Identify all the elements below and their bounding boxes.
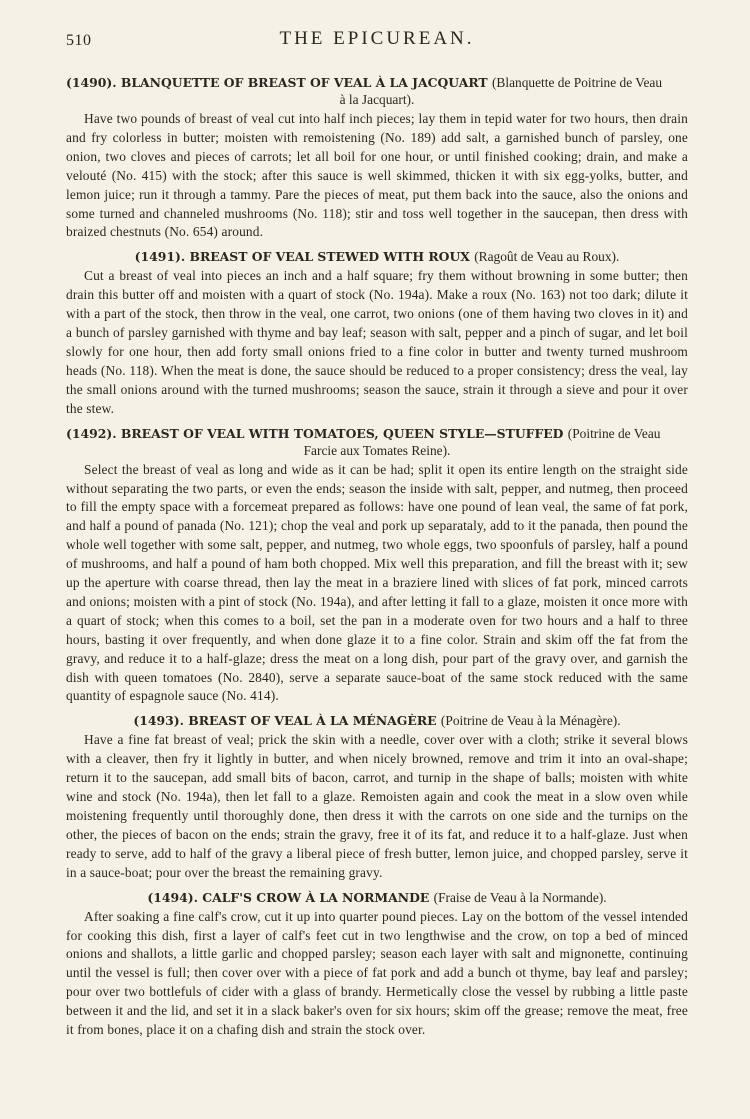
recipe-title: BLANQUETTE OF BREAST OF VEAL À LA JACQUART — [120, 75, 488, 90]
recipe-heading — [66, 889, 688, 906]
running-head — [66, 26, 688, 60]
recipe-french-title: (Blanquette de Poitrine de Veau — [491, 75, 663, 90]
recipe-body: Select the breast of veal as long and wide as it can be had; split it open its entire length on the straight side without separating the two parts, or even the ends; season the inside with salt, pepper, and nutmeg, then proceed to fill the empty space with a forcemeat prepared as follows: have one pound of lean veal, the same of fat pork, and half a pound of panada (No. 121); chop the veal and pork up separataly, add to it the panada, then pound the whole well together with some salt, pepper, and nutmeg, two whole eggs, two spoonfuls of parsley, half a pound of mushrooms, and half a pound of ham both chopped. Mix well this preparation, and fill the breast with it; sew up the aperture with coarse thread, then lay the meat in a braziere lined with slices of fat pork, minced carrots and onions; moisten with a pint of stock (No. 194a), and after letting it fall to a glaze, moisten it once more with a quart of stock; when this comes to a boil, set the pan in a moderate oven for two hours and a half to three hours, basting it over frequently, and when done glaze it to a fine color. Strain and skim off the fat from the gravy, and reduce it to a half-glaze; dress the meat on a long dish, pour part of the gravy over, and garnish the dish with queen tomatoes (No. 2840), serve a separate sauce-boat of the same stock reduced with the same quantity of espagnole sauce (No. 414). — [66, 461, 688, 704]
recipe-title: BREAST OF VEAL À LA MÉNAGÈRE — [188, 713, 437, 729]
recipe-heading — [66, 425, 688, 459]
recipe-french-title-cont: à la Jacquart). — [339, 92, 415, 107]
recipe-body: Cut a breast of veal into pieces an inch and a half square; fry them without browning in some butter; then drain this butter off and moisten with a quart of stock (No. 194a). Make a roux (No. 163) not too dark; dilute it with a part of the stock, then throw in the veal, one carrot, two onions (one of them having two cloves in it) and a bunch of parsley garnished with thyme and bay leaf; season with salt, pepper and a pinch of sugar, and let boil slowly for one hour, then add forty small onions fried to a fine color in butter and twenty turned mushroom heads (No. 118). When the meat is done, the sauce should be reduced to a proper consistency; dress the veal, lay the small onions around with the turned mushrooms; season the sauce, strain it through a sieve and pour it over the stew. — [66, 268, 688, 416]
recipe-french-title: (Fraise de Veau à la Normande). — [433, 889, 607, 905]
recipe-1492 — [66, 425, 688, 707]
recipe-heading — [66, 74, 688, 108]
recipe-1494 — [66, 889, 688, 1040]
page-number: 510 — [66, 32, 92, 49]
recipe-number: (1494). — [147, 889, 198, 905]
running-title: THE EPICUREAN. — [279, 28, 475, 49]
recipe-1491 — [66, 248, 688, 418]
recipe-french-title: (Poitrine de Veau — [567, 425, 661, 441]
recipe-french-title: (Ragoût de Veau au Roux). — [474, 249, 620, 265]
recipe-body: After soaking a fine calf's crow, cut it up into quarter pound pieces. Lay on the bottom of the vessel intended for cooking this dish, first a layer of calf's feet cut in two lengthwise and the crow, on top a bed of minced onions and shallots, a little garlic and chopped parsley; season each layer with salt and mignonette, continuing until the vessel is full; then cover over with a piece of fat pork and add a bunch ot thyme, bay leaf and parsley; pour over two bottlefuls of cider with a glass of brandy. Hermetically close the vessel by rubbing a little paste between it and the lid, and set it in a slack baker's oven for six hours; skim off the grease; remove the meat, free it from bones, place it on a chafing dish and strain the stock over. — [66, 908, 688, 1038]
recipe-heading — [66, 248, 688, 265]
recipe-title: CALF'S CROW À LA NORMANDE — [202, 889, 430, 905]
recipe-number: (1492). — [66, 425, 117, 441]
recipe-number: (1490). — [66, 75, 117, 90]
recipe-body: Have two pounds of breast of veal cut into half inch pieces; lay them in tepid water for two hours, then drain and fry colorless in butter; moisten with remoistening (No. 189) add salt, a garnished bunch of parsley, one onion, two cloves and pieces of carrots; let all boil for one hour, or until finished cooking; drain, and make a velouté (No. 415) with the stock; after this sauce is well skimmed, thicken it with six egg-yolks, butter, and lemon juice; run it through a tammy. Pare the pieces of meat, put them back into the sauce, also the onions and some turned and channeled mushrooms (No. 118); stir and toss well together in the saucepan, then dress with braized chestnuts (No. 654) around. — [66, 111, 688, 240]
recipe-1490 — [66, 74, 688, 242]
recipe-number: (1493). — [133, 713, 184, 729]
recipe-body: Have a fine fat breast of veal; prick the skin with a needle, cover over with a cloth; strike it several blows with a cleaver, then fry it lightly in butter, and when nicely browned, remove and trim it into an oval-shape; return it to the saucepan, add small bits of bacon, carrot, and turnip in the shape of balls; moisten with white wine and stock (No. 194a), then let fall to a glaze. Remoisten again and cook the meat in a slow oven while moistening frequently until thoroughly done, then dress it with the carrots on one side and the turnips on the other, the pieces of bacon on the ends; strain the gravy, free it of its fat, and reduce it to a half-glaze. Just when ready to serve, add to half of the gravy a liberal piece of fresh butter, lemon juice, and chopped parsley, serve it in a sauce-boat; pour over the breast the remaining gravy. — [66, 732, 688, 880]
recipe-1493 — [66, 712, 688, 882]
recipe-title: BREAST OF VEAL STEWED WITH ROUX — [189, 249, 470, 265]
recipe-french-title-cont: Farcie aux Tomates Reine). — [303, 442, 451, 458]
recipe-heading — [66, 712, 688, 729]
recipe-french-title: (Poitrine de Veau à la Ménagère). — [440, 713, 621, 729]
recipe-title: BREAST OF VEAL WITH TOMATOES, QUEEN STYLE—STUFFED — [120, 425, 564, 441]
recipe-number: (1491). — [134, 249, 186, 265]
